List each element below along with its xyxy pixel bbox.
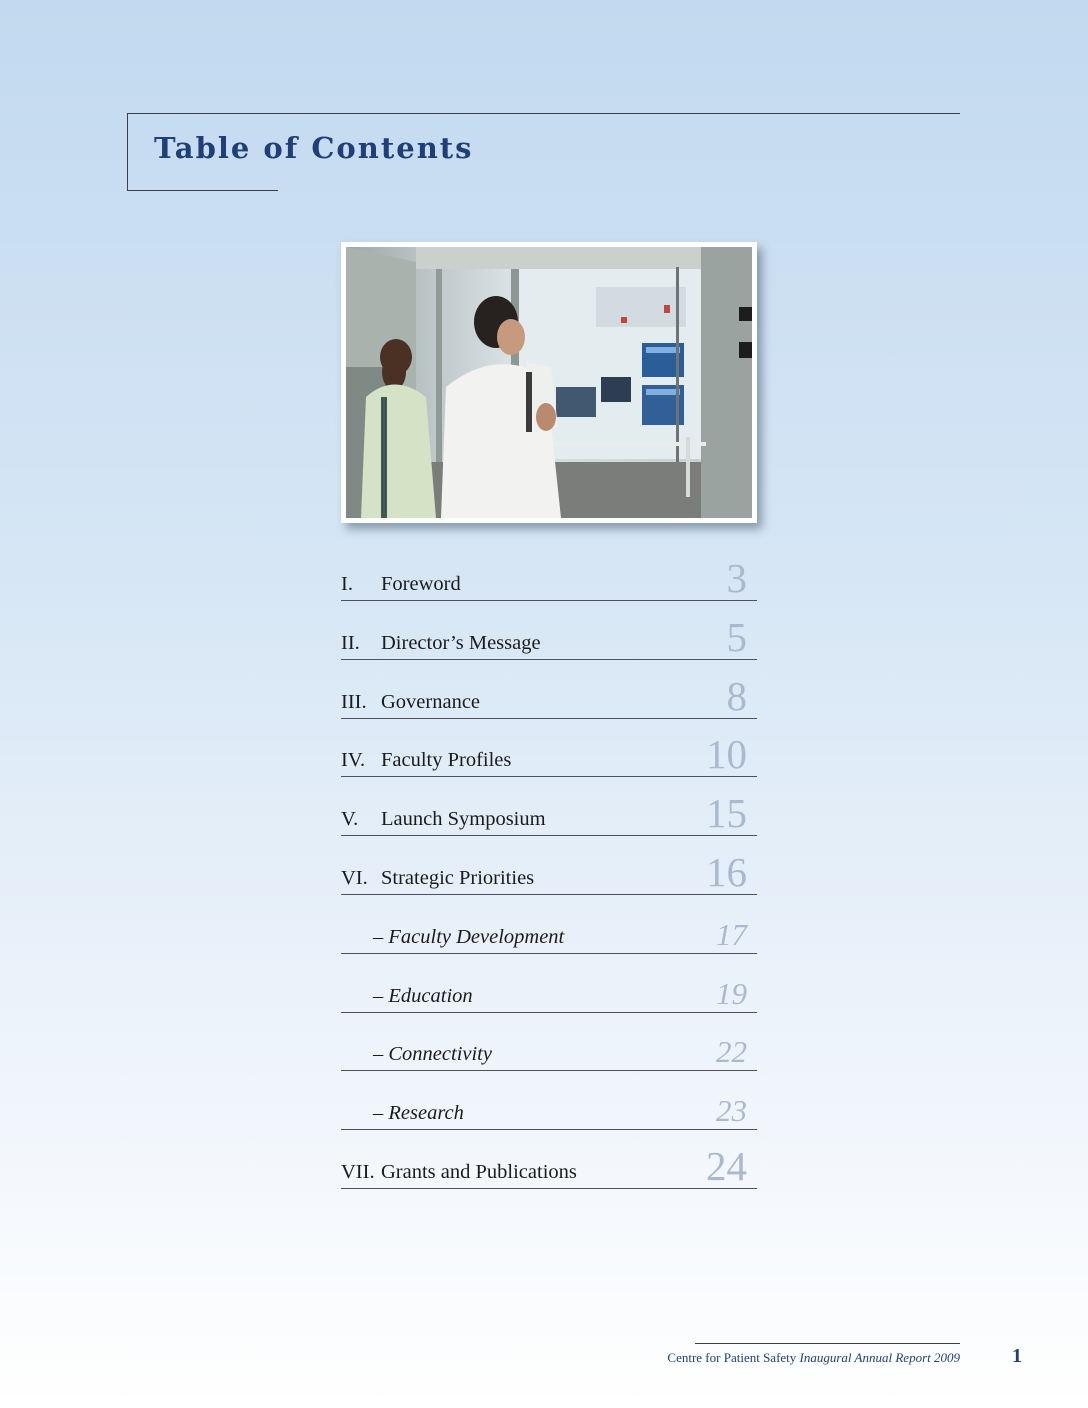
toc-item-label: Faculty Profiles	[381, 749, 512, 772]
toc-item-grants-and-publications[interactable]	[341, 1136, 757, 1189]
toc-item-page: 17	[716, 916, 747, 952]
toc-item-page: 23	[716, 1093, 747, 1129]
toc-subitem-education[interactable]	[341, 960, 757, 1013]
toc-item-number: VII.	[341, 1160, 375, 1183]
toc-item-label: Director’s Message	[381, 631, 541, 654]
footer-org: Centre for Patient Safety	[667, 1350, 797, 1365]
toc-item-faculty-profiles[interactable]	[341, 724, 757, 777]
toc-item-page: 3	[726, 555, 747, 601]
toc-subitem-connectivity[interactable]	[341, 1018, 757, 1071]
toc-item-launch-symposium[interactable]	[341, 783, 757, 836]
toc-item-label: – Faculty Development	[373, 925, 565, 948]
toc-item-label: – Education	[373, 984, 473, 1007]
toc-item-label: Governance	[381, 690, 481, 713]
table-of-contents	[341, 548, 757, 1195]
toc-item-page: 8	[726, 672, 747, 719]
footer-caption	[667, 1350, 960, 1366]
toc-item-label: Launch Symposium	[381, 808, 546, 831]
toc-item-page: 24	[706, 1142, 747, 1189]
toc-subitem-research[interactable]	[341, 1077, 757, 1130]
toc-item-directors-message[interactable]	[341, 607, 757, 660]
toc-item-number: V.	[341, 808, 359, 831]
toc-item-governance[interactable]	[341, 666, 757, 719]
toc-item-number: II.	[341, 631, 360, 654]
toc-item-label: – Research	[373, 1102, 464, 1125]
toc-subitem-faculty-development[interactable]	[341, 901, 757, 954]
clinicians-photo	[341, 242, 757, 523]
title-left-rule	[127, 113, 128, 191]
toc-item-strategic-priorities[interactable]	[341, 842, 757, 895]
toc-item-page: 19	[716, 975, 747, 1011]
page-title: Table of Contents	[154, 131, 474, 165]
toc-item-page: 10	[706, 731, 747, 778]
toc-item-label: Grants and Publications	[381, 1160, 577, 1183]
footer-rule	[695, 1343, 960, 1344]
toc-item-label: – Connectivity	[373, 1043, 492, 1066]
toc-item-page: 5	[726, 613, 747, 660]
title-top-rule	[127, 113, 960, 114]
toc-item-label: Foreword	[381, 573, 461, 595]
toc-item-number: I.	[341, 573, 353, 595]
page-number: 1	[1012, 1345, 1022, 1367]
toc-item-number: III.	[341, 690, 367, 713]
title-frame	[127, 113, 960, 191]
toc-item-page: 15	[706, 790, 747, 837]
title-bottom-rule	[127, 190, 278, 191]
toc-item-page: 22	[716, 1034, 747, 1070]
toc-item-number: VI.	[341, 866, 368, 889]
toc-item-page: 16	[706, 848, 747, 895]
toc-item-foreword[interactable]	[341, 548, 757, 601]
footer-report-title: Inaugural Annual Report 2009	[799, 1350, 960, 1365]
toc-item-label: Strategic Priorities	[381, 866, 535, 889]
toc-item-number: IV.	[341, 749, 366, 772]
